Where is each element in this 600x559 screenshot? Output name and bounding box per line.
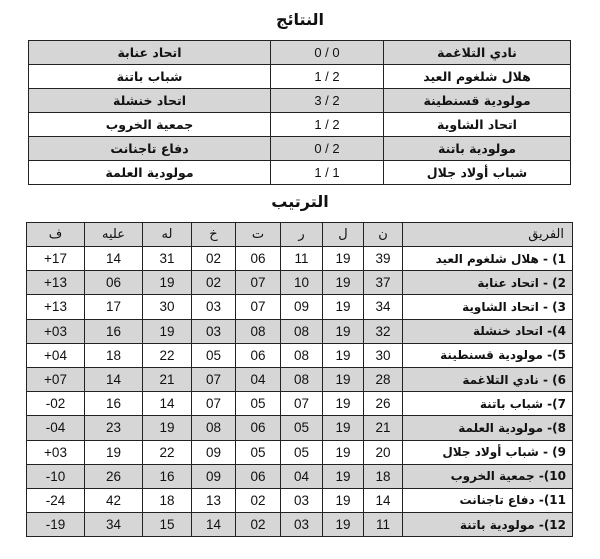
- cell-won: 11: [281, 247, 323, 271]
- cell-goals-against: 34: [85, 513, 143, 537]
- cell-drawn: 05: [236, 392, 281, 416]
- results-table: [28, 40, 571, 185]
- cell-points: 18: [364, 464, 403, 488]
- cell-played: 19: [323, 343, 364, 367]
- cell-team: 3) - اتحاد الشاوية: [403, 295, 573, 319]
- standings-row: [27, 271, 573, 295]
- cell-team: 10)- جمعية الخروب: [403, 464, 573, 488]
- standings-row: [27, 247, 573, 271]
- cell-goals-for: 31: [143, 247, 192, 271]
- header-won: ر: [281, 223, 323, 247]
- cell-team: 6) - نادي التلاغمة: [403, 367, 573, 391]
- standings-row: [27, 416, 573, 440]
- cell-goals-for: 19: [143, 319, 192, 343]
- cell-team: 5)- مولودية قسنطينة: [403, 343, 573, 367]
- cell-points: 32: [364, 319, 403, 343]
- cell-won: 03: [281, 513, 323, 537]
- cell-drawn: 06: [236, 343, 281, 367]
- cell-lost: 09: [192, 440, 236, 464]
- result-row: [29, 137, 571, 161]
- standings-row: [27, 392, 573, 416]
- cell-goals-for: 19: [143, 416, 192, 440]
- cell-lost: 08: [192, 416, 236, 440]
- cell-lost: 03: [192, 319, 236, 343]
- cell-points: 11: [364, 513, 403, 537]
- cell-lost: 02: [192, 271, 236, 295]
- cell-goal-diff: -02: [27, 392, 85, 416]
- cell-played: 19: [323, 367, 364, 391]
- cell-played: 19: [323, 416, 364, 440]
- cell-won: 04: [281, 464, 323, 488]
- cell-goals-against: 16: [85, 392, 143, 416]
- standings-body: [27, 247, 573, 537]
- cell-goals-for: 19: [143, 271, 192, 295]
- cell-played: 19: [323, 440, 364, 464]
- result-score: 1 / 1: [271, 161, 384, 185]
- result-away-team: شباب باتنة: [29, 65, 271, 89]
- result-row: [29, 161, 571, 185]
- cell-goals-against: 19: [85, 440, 143, 464]
- result-score: 0 / 2: [271, 137, 384, 161]
- cell-played: 19: [323, 464, 364, 488]
- cell-drawn: 07: [236, 271, 281, 295]
- cell-points: 28: [364, 367, 403, 391]
- cell-drawn: 05: [236, 440, 281, 464]
- cell-drawn: 07: [236, 295, 281, 319]
- cell-goal-diff: -04: [27, 416, 85, 440]
- cell-won: 05: [281, 416, 323, 440]
- cell-won: 08: [281, 343, 323, 367]
- cell-goals-for: 22: [143, 343, 192, 367]
- result-home-team: اتحاد الشاوية: [384, 113, 571, 137]
- cell-lost: 05: [192, 343, 236, 367]
- header-lost: خ: [192, 223, 236, 247]
- cell-won: 08: [281, 319, 323, 343]
- result-row: [29, 89, 571, 113]
- cell-goals-for: 21: [143, 367, 192, 391]
- cell-won: 03: [281, 488, 323, 512]
- cell-goal-diff: -10: [27, 464, 85, 488]
- cell-won: 10: [281, 271, 323, 295]
- cell-goal-diff: +13: [27, 295, 85, 319]
- cell-goals-against: 26: [85, 464, 143, 488]
- cell-drawn: 04: [236, 367, 281, 391]
- cell-team: 1) - هلال شلغوم العيد: [403, 247, 573, 271]
- result-away-team: اتحاد عنابة: [29, 41, 271, 65]
- cell-team: 11)- دفاع تاجنانت: [403, 488, 573, 512]
- cell-lost: 07: [192, 367, 236, 391]
- cell-points: 37: [364, 271, 403, 295]
- cell-won: 08: [281, 367, 323, 391]
- cell-goals-for: 15: [143, 513, 192, 537]
- cell-played: 19: [323, 319, 364, 343]
- result-home-team: هلال شلغوم العيد: [384, 65, 571, 89]
- header-drawn: ت: [236, 223, 281, 247]
- result-score: 1 / 2: [271, 65, 384, 89]
- header-goals-for: له: [143, 223, 192, 247]
- cell-won: 05: [281, 440, 323, 464]
- cell-won: 09: [281, 295, 323, 319]
- cell-lost: 09: [192, 464, 236, 488]
- cell-points: 39: [364, 247, 403, 271]
- cell-drawn: 06: [236, 247, 281, 271]
- cell-goals-against: 42: [85, 488, 143, 512]
- standings-table: [26, 222, 573, 537]
- header-team: الفريق: [403, 223, 573, 247]
- cell-points: 30: [364, 343, 403, 367]
- cell-played: 19: [323, 295, 364, 319]
- cell-drawn: 02: [236, 488, 281, 512]
- cell-goals-for: 22: [143, 440, 192, 464]
- header-goals-against: عليه: [85, 223, 143, 247]
- cell-lost: 02: [192, 247, 236, 271]
- cell-goal-diff: +03: [27, 440, 85, 464]
- result-home-team: شباب أولاد جلال: [384, 161, 571, 185]
- cell-goal-diff: +07: [27, 367, 85, 391]
- result-away-team: مولودية العلمة: [29, 161, 271, 185]
- result-home-team: نادي التلاغمة: [384, 41, 571, 65]
- cell-points: 14: [364, 488, 403, 512]
- cell-points: 34: [364, 295, 403, 319]
- standings-header-row: [27, 223, 573, 247]
- cell-played: 19: [323, 488, 364, 512]
- header-points: ن: [364, 223, 403, 247]
- standings-row: [27, 440, 573, 464]
- cell-goal-diff: -24: [27, 488, 85, 512]
- result-row: [29, 41, 571, 65]
- cell-team: 12)- مولودية باتنة: [403, 513, 573, 537]
- cell-points: 26: [364, 392, 403, 416]
- cell-lost: 07: [192, 392, 236, 416]
- cell-goals-against: 14: [85, 247, 143, 271]
- cell-goals-for: 30: [143, 295, 192, 319]
- header-played: ل: [323, 223, 364, 247]
- cell-goals-for: 16: [143, 464, 192, 488]
- cell-goal-diff: +04: [27, 343, 85, 367]
- cell-team: 4)- اتحاد خنشلة: [403, 319, 573, 343]
- cell-drawn: 06: [236, 464, 281, 488]
- cell-played: 19: [323, 392, 364, 416]
- standings-row: [27, 343, 573, 367]
- result-score: 0 / 0: [271, 41, 384, 65]
- result-away-team: اتحاد خنشلة: [29, 89, 271, 113]
- cell-goals-for: 18: [143, 488, 192, 512]
- cell-points: 20: [364, 440, 403, 464]
- results-title: النتائج: [275, 10, 325, 29]
- result-home-team: مولودية قسنطينة: [384, 89, 571, 113]
- cell-goals-against: 17: [85, 295, 143, 319]
- result-row: [29, 65, 571, 89]
- cell-goal-diff: +03: [27, 319, 85, 343]
- cell-played: 19: [323, 271, 364, 295]
- standings-row: [27, 488, 573, 512]
- cell-team: 8)- مولودية العلمة: [403, 416, 573, 440]
- result-score: 3 / 2: [271, 89, 384, 113]
- cell-drawn: 02: [236, 513, 281, 537]
- cell-drawn: 08: [236, 319, 281, 343]
- cell-lost: 13: [192, 488, 236, 512]
- cell-goals-against: 18: [85, 343, 143, 367]
- result-away-team: جمعية الخروب: [29, 113, 271, 137]
- cell-goal-diff: +17: [27, 247, 85, 271]
- cell-goals-against: 06: [85, 271, 143, 295]
- standings-row: [27, 295, 573, 319]
- cell-played: 19: [323, 247, 364, 271]
- standings-title: الترتيب: [271, 192, 329, 211]
- cell-team: 7)- شباب باتنة: [403, 392, 573, 416]
- cell-drawn: 06: [236, 416, 281, 440]
- result-away-team: دفاع تاجنانت: [29, 137, 271, 161]
- standings-row: [27, 367, 573, 391]
- result-score: 1 / 2: [271, 113, 384, 137]
- cell-goals-against: 23: [85, 416, 143, 440]
- results-body: [29, 41, 571, 185]
- cell-team: 9) - شباب أولاد جلال: [403, 440, 573, 464]
- cell-goals-for: 14: [143, 392, 192, 416]
- result-home-team: مولودية باتنة: [384, 137, 571, 161]
- header-goal-diff: ف: [27, 223, 85, 247]
- cell-played: 19: [323, 513, 364, 537]
- cell-lost: 03: [192, 295, 236, 319]
- cell-goals-against: 14: [85, 367, 143, 391]
- cell-goal-diff: +13: [27, 271, 85, 295]
- cell-points: 21: [364, 416, 403, 440]
- standings-row: [27, 464, 573, 488]
- result-row: [29, 113, 571, 137]
- cell-team: 2) - اتحاد عنابة: [403, 271, 573, 295]
- cell-lost: 14: [192, 513, 236, 537]
- standings-row: [27, 513, 573, 537]
- cell-won: 07: [281, 392, 323, 416]
- standings-row: [27, 319, 573, 343]
- cell-goal-diff: -19: [27, 513, 85, 537]
- cell-goals-against: 16: [85, 319, 143, 343]
